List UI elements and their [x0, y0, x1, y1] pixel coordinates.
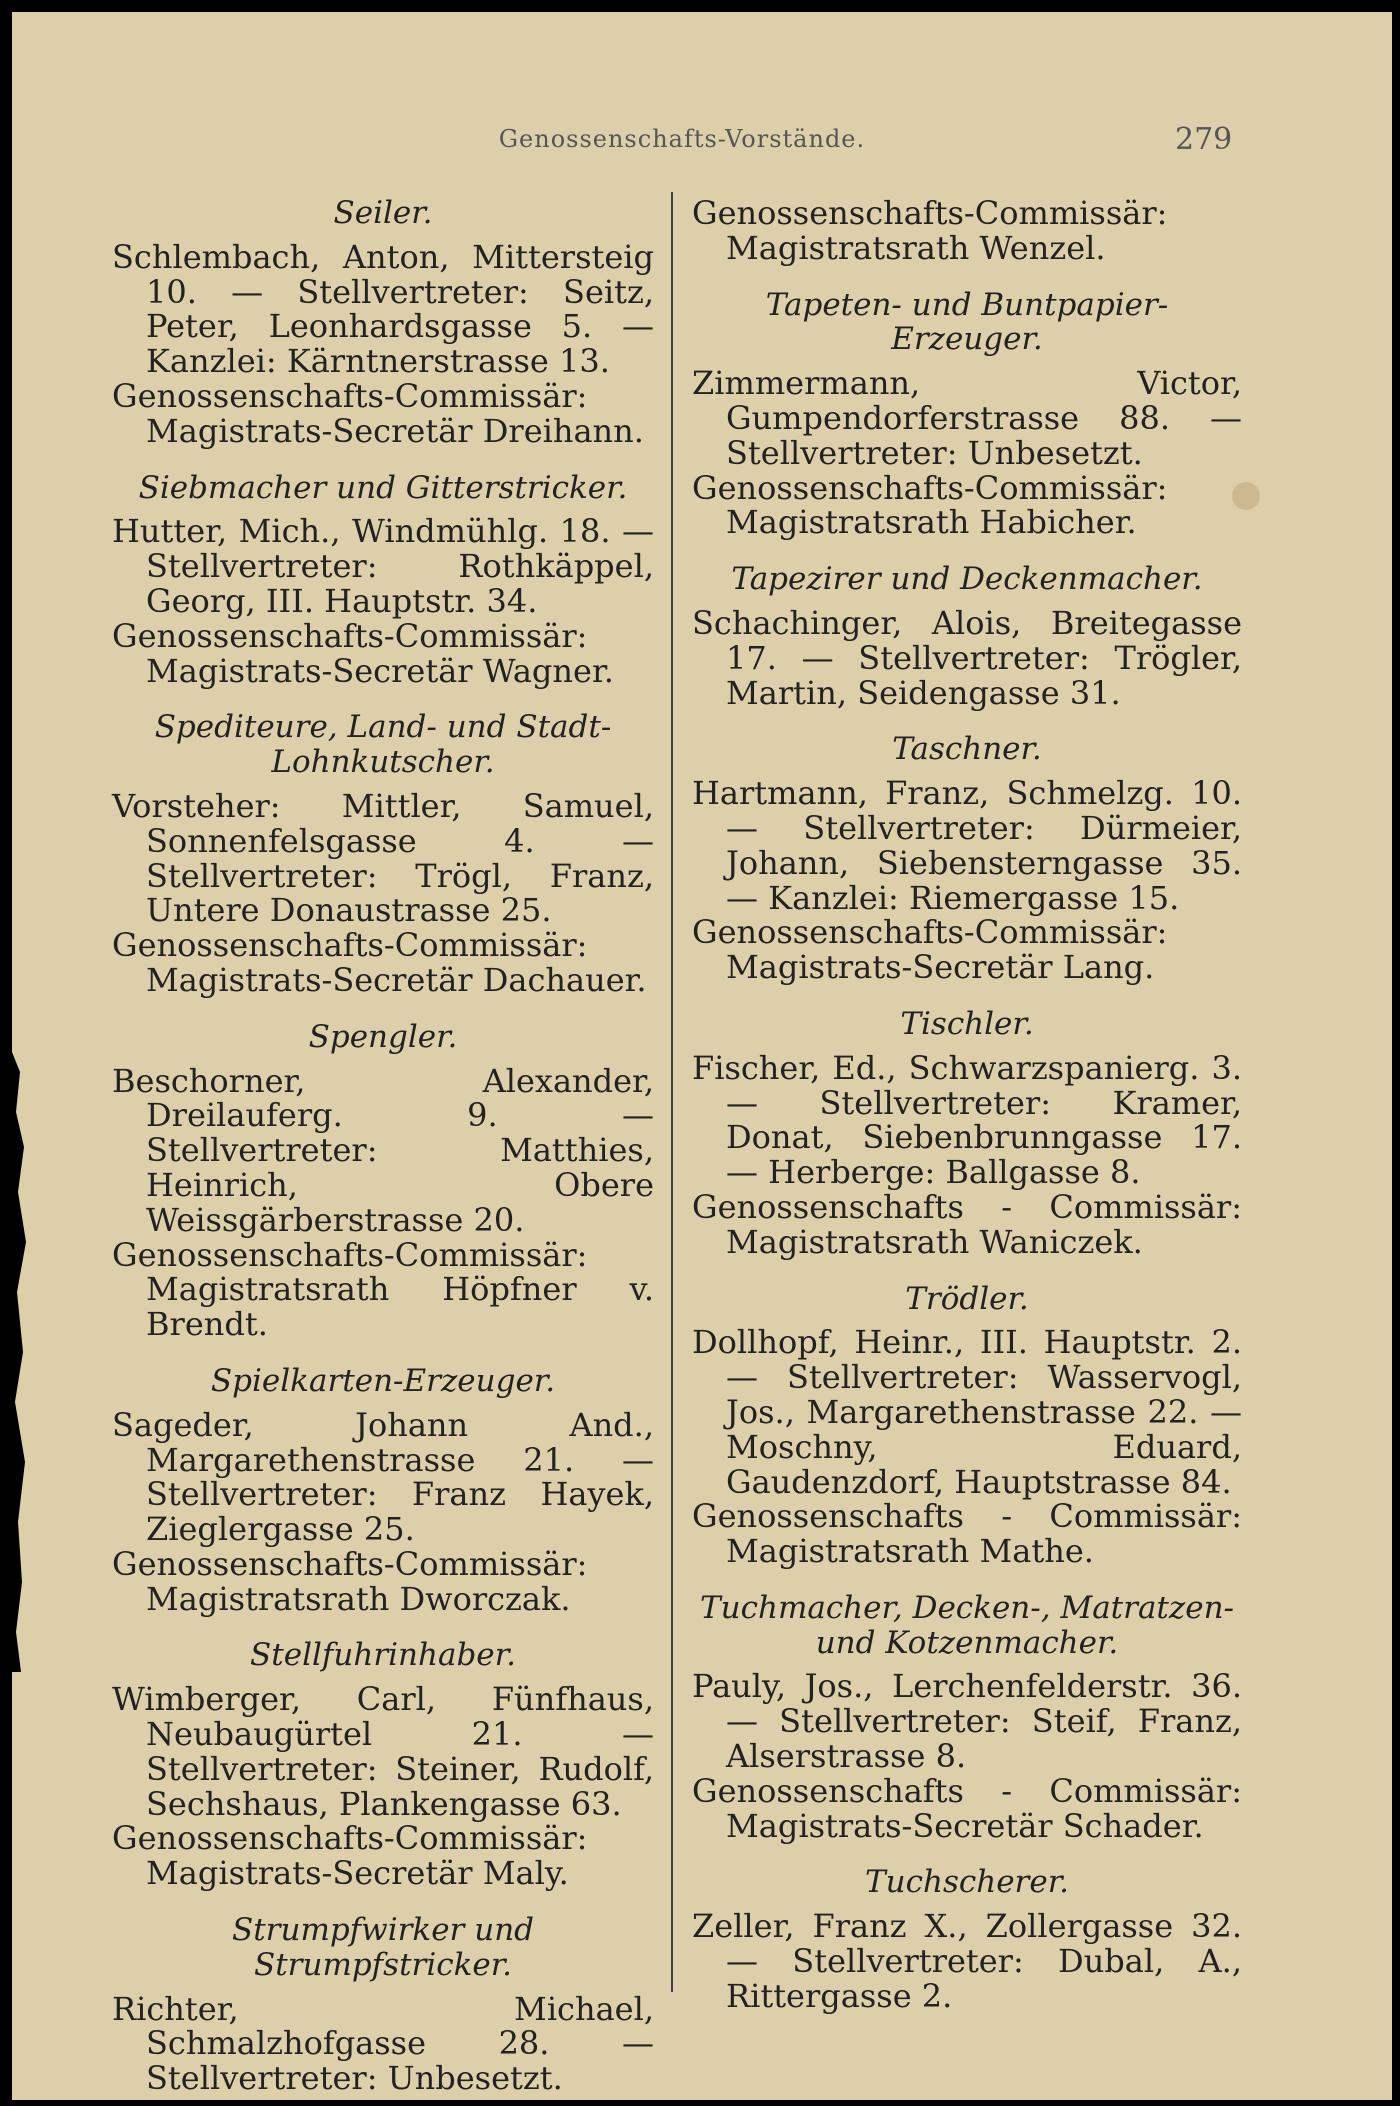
guild-section [112, 196, 654, 449]
guild-section [692, 1591, 1242, 1844]
guild-entry: Genossenschafts - Commissär: Magistratsrath Mathe. [692, 1497, 1242, 1571]
guild-heading: Spediteure, Land- und Stadt-Lohnkutscher. [154, 709, 612, 781]
torn-edge [12, 1052, 34, 1672]
guild-entry: Genossenschafts-Commissär: Magistratsrath Habicher. [692, 468, 1168, 542]
guild-entry: Pauly, Jos., Lerchenfelderstr. 36. — Stellvertreter: Steif, Franz, Alserstrasse 8. [692, 1667, 1242, 1776]
guild-entry: Dollhopf, Heinr., III. Hauptstr. 2. — Stellvertreter: Wasservogl, Jos., Margarethenstrasse 22. — Moschny, Eduard, Gaudenzdorf, Hauptstrasse 84. [692, 1323, 1242, 1501]
column-rule [671, 192, 673, 1992]
guild-entry: Genossenschafts-Commissär: Magistrats-Secretär Lang. [692, 913, 1168, 987]
guild-entry: Genossenschafts - Commissär: Magistrats-Secretär Schader. [692, 1771, 1242, 1845]
guild-entry: Wimberger, Carl, Fünfhaus, Neubaugürtel 21. — Stellvertreter: Steiner, Rudolf, Sechshaus, Plankengasse 63. [112, 1680, 654, 1823]
guild-entry: Schlembach, Anton, Mittersteig 10. — Stellvertreter: Seitz, Peter, Leonhardsgasse 5. — Kanzlei: Kärntnerstrasse 13. [112, 237, 654, 381]
page-number: 279 [1175, 122, 1233, 157]
guild-entry: Genossenschafts-Commissär: Magistrats-Secretär Dreihann. [112, 376, 644, 450]
guild-section [112, 1020, 654, 1342]
guild-heading: Spengler. [308, 1018, 458, 1055]
paper-spot [1232, 482, 1260, 510]
left-column [112, 196, 654, 2100]
guild-entry: Genossenschafts-Commissär: Magistrats-Secretär Dachauer. [112, 926, 647, 999]
guild-entry: Hutter, Mich., Windmühlg. 18. — Stellvertreter: Rothkäppel, Georg, III. Hauptstr. 34. [112, 512, 654, 620]
guild-entry: Hartmann, Franz, Schmelzg. 10. — Stellvertreter: Dürmeier, Johann, Siebensterngasse 35. — Kanzlei: Riemergasse 15. [692, 774, 1242, 917]
guild-entry: Genossenschafts-Commissär: Magistratsrath Wenzel. [692, 194, 1168, 267]
book-page [12, 12, 1392, 2100]
guild-section [112, 1364, 654, 1617]
guild-entry: Zeller, Franz X., Zollergasse 32. — Stellvertreter: Dubal, A., Rittergasse 2. [692, 1907, 1242, 2015]
guild-section [692, 562, 1242, 710]
guild-heading: Seiler. [333, 195, 433, 231]
guild-section [112, 1638, 654, 1891]
guild-entry: Beschorner, Alexander, Dreilauferg. 9. — Stellvertreter: Matthies, Heinrich, Obere Weissgärberstrasse 20. [112, 1061, 654, 1239]
guild-heading: Trödler. [905, 1280, 1029, 1317]
guild-section [112, 1913, 654, 2096]
guild-heading: Tischler. [900, 1005, 1034, 1042]
guild-section [692, 1282, 1242, 1569]
guild-heading: Spielkarten-Erzeuger. [210, 1362, 556, 1399]
guild-heading: Tuchmacher, Decken-, Matratzen- und Kotzenmacher. [699, 1589, 1235, 1661]
guild-entry: Schachinger, Alois, Breitegasse 17. — Stellvertreter: Trögler, Martin, Seidengasse 31. [692, 603, 1242, 712]
guild-section [112, 471, 654, 689]
guild-entry: Genossenschafts-Commissär: Magistrats-Secretär Wagner. [112, 616, 614, 690]
running-head: Genossenschafts-Vorstände. [498, 125, 866, 153]
guild-heading: Tapezirer und Deckenmacher. [731, 561, 1203, 598]
guild-entry: Sageder, Johann And., Margarethenstrasse 21. — Stellvertreter: Franz Hayek, Zieglergasse 25. [112, 1405, 654, 1549]
guild-heading: Strumpfwirker und Strumpfstricker. [231, 1912, 535, 1983]
guild-section [112, 710, 654, 997]
guild-heading: Stellfuhrinhaber. [250, 1637, 516, 1674]
guild-section [692, 196, 1242, 266]
right-column [692, 196, 1242, 2036]
guild-entry: Genossenschafts-Commissär: Magistrats-Secretär Maly. [112, 1819, 588, 1893]
guild-entry: Genossenschafts - Commissär: Magistratsrath Waniczek. [692, 1187, 1242, 1261]
guild-entry: Richter, Michael, Schmalzhofgasse 28. — Stellvertreter: Unbesetzt. [112, 1989, 654, 2098]
guild-heading: Tuchscherer. [865, 1864, 1069, 1901]
guild-section [692, 288, 1242, 541]
guild-section [692, 1007, 1242, 1260]
guild-section [692, 1865, 1242, 2013]
guild-heading: Siebmacher und Gitterstricker. [138, 469, 628, 506]
guild-section [692, 732, 1242, 985]
guild-heading: Taschner. [892, 731, 1042, 768]
guild-heading: Tapeten- und Buntpapier-Erzeuger. [765, 286, 1169, 358]
guild-entry: Genossenschafts-Commissär: Magistratsrath Dworczak. [112, 1544, 588, 1618]
guild-entry: Vorsteher: Mittler, Samuel, Sonnenfelsgasse 4. — Stellvertreter: Trögl, Franz, Untere Donaustrasse 25. [112, 786, 654, 930]
guild-entry: Zimmermann, Victor, Gumpendorferstrasse 88. — Stellvertreter: Unbesetzt. [692, 364, 1242, 472]
guild-entry: Genossenschafts-Commissär: Magistratsrath Höpfner v. Brendt. [112, 1235, 654, 1344]
guild-entry: Fischer, Ed., Schwarzspanierg. 3. — Stellvertreter: Kramer, Donat, Siebenbrunngasse 17. — Herberge: Ballgasse 8. [692, 1048, 1242, 1192]
